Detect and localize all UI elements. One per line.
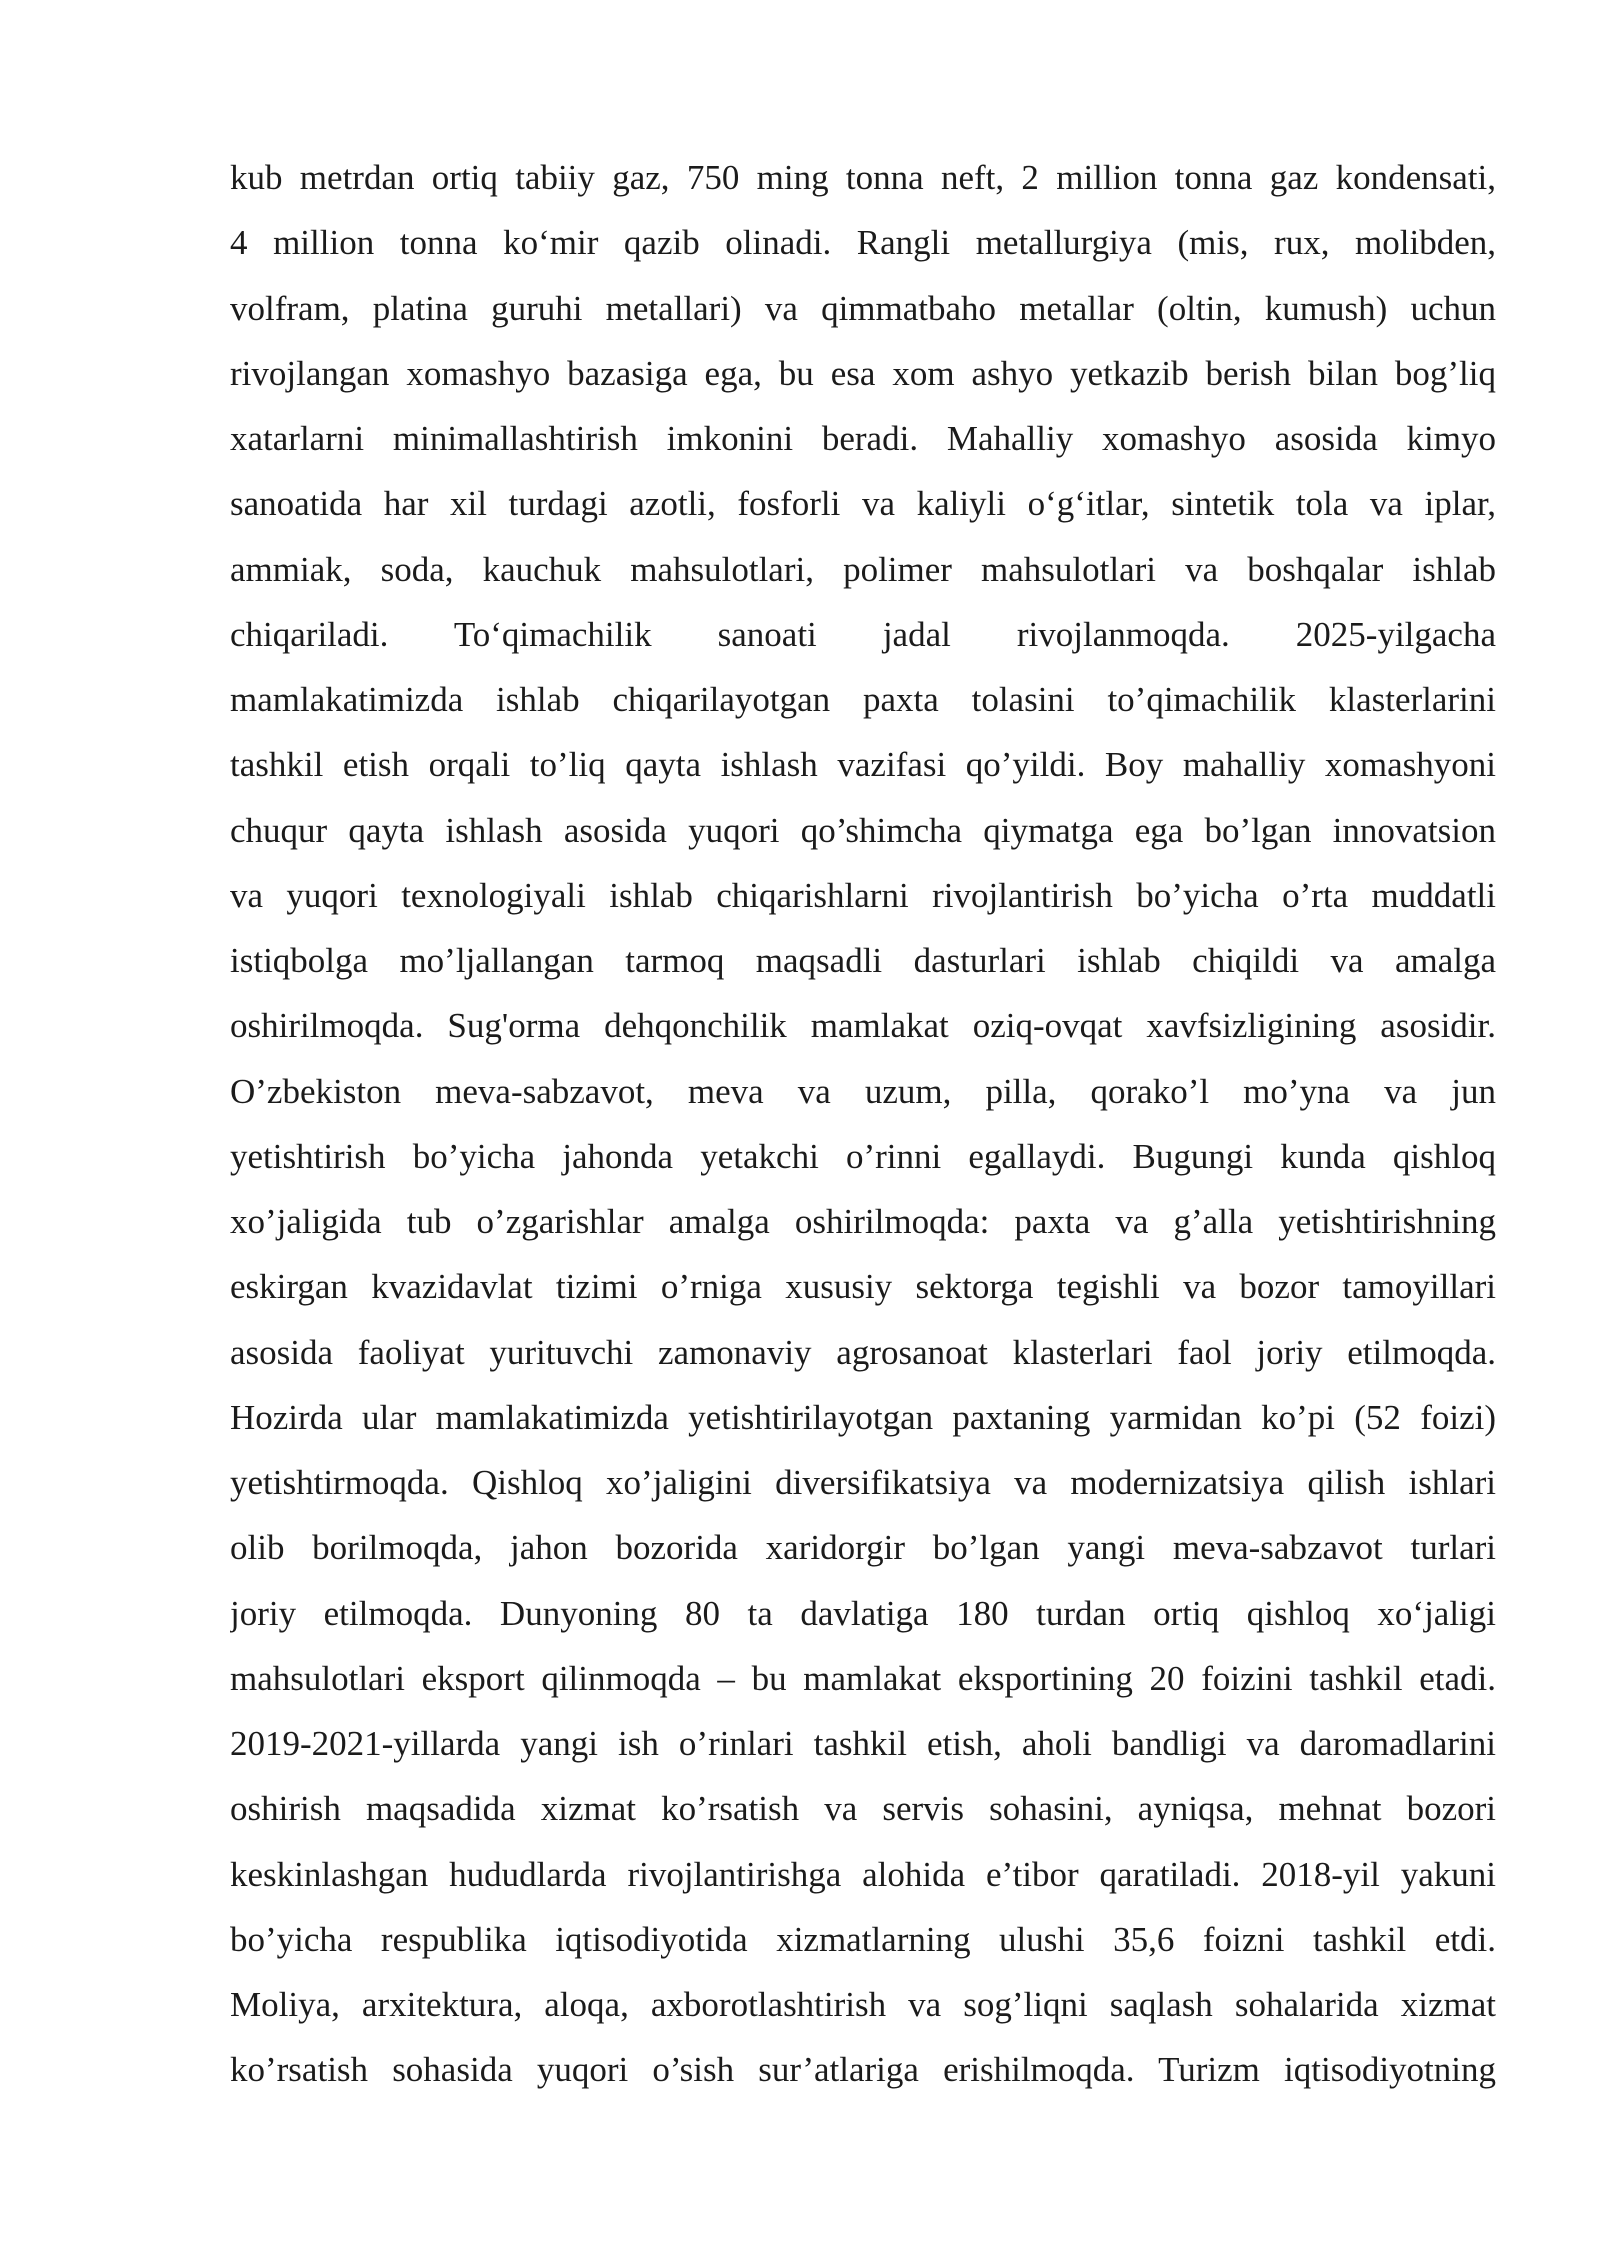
text-line-11: chuqur qayta ishlash asosida yuqori qo’shimcha qiymatga ega bo’lgan innovatsion <box>230 810 1496 850</box>
text-line-27: keskinlashgan hududlarda rivojlantirishga alohida e’tibor qaratiladi. 2018-yil yakuni <box>230 1854 1496 1894</box>
text-line-5: xatarlarni minimallashtirish imkonini beradi. Mahalliy xomashyo asosida kimyo <box>230 419 1496 458</box>
text-line-2: 4 million tonna ko‘mir qazib olinadi. Rangli metallurgiya (mis, rux, molibden, <box>230 223 1496 263</box>
text-line-25: 2019-2021-yillarda yangi ish o’rinlari tashkil etish, aholi bandligi va daromadlarini <box>230 1724 1496 1763</box>
text-line-3: volfram, platina guruhi metallari) va qimmatbaho metallar (oltin, kumush) uchun <box>230 288 1496 328</box>
text-line-7: ammiak, soda, kauchuk mahsulotlari, polimer mahsulotlari va boshqalar ishlab <box>230 549 1496 589</box>
body-text <box>230 145 1496 2103</box>
text-line-30: ko’rsatish sohasida yuqori o’sish sur’atlariga erishilmoqda. Turizm iqtisodiyotning <box>230 2050 1496 2090</box>
text-line-22: olib borilmoqda, jahon bozorida xaridorgir bo’lgan yangi meva-sabzavot turlari <box>230 1528 1496 1568</box>
text-line-10: tashkil etish orqali to’liq qayta ishlash vazifasi qo’yildi. Boy mahalliy xomashyoni <box>230 745 1496 785</box>
text-line-28: bo’yicha respublika iqtisodiyotida xizmatlarning ulushi 35,6 foizni tashkil etdi. <box>230 1919 1496 1959</box>
text-line-8: chiqariladi. To‘qimachilik sanoati jadal rivojlanmoqda. 2025-yilgacha <box>230 614 1496 654</box>
text-line-17: xo’jaligida tub o’zgarishlar amalga oshirilmoqda: paxta va g’alla yetishtirishning <box>230 1202 1496 1241</box>
text-line-16: yetishtirish bo’yicha jahonda yetakchi o’rinni egallaydi. Bugungi kunda qishloq <box>230 1136 1496 1176</box>
text-line-9: mamlakatimizda ishlab chiqarilayotgan paxta tolasini to’qimachilik klasterlarini <box>230 680 1496 719</box>
text-line-12: va yuqori texnologiyali ishlab chiqarishlarni rivojlantirish bo’yicha o’rta muddatli <box>230 875 1496 915</box>
text-line-15: O’zbekiston meva-sabzavot, meva va uzum, pilla, qorako’l mo’yna va jun <box>230 1071 1496 1111</box>
text-line-4: rivojlangan xomashyo bazasiga ega, bu esa xom ashyo yetkazib berish bilan bog’liq <box>230 353 1496 393</box>
text-line-24: mahsulotlari eksport qilinmoqda – bu mamlakat eksportining 20 foizini tashkil etadi. <box>230 1658 1496 1698</box>
text-line-6: sanoatida har xil turdagi azotli, fosforli va kaliyli o‘g‘itlar, sintetik tola va iplar, <box>230 484 1496 524</box>
text-line-20: Hozirda ular mamlakatimizda yetishtirilayotgan paxtaning yarmidan ko’pi (52 foizi) <box>230 1397 1496 1437</box>
text-line-1: kub metrdan ortiq tabiiy gaz, 750 ming tonna neft, 2 million tonna gaz kondensati, <box>230 158 1496 197</box>
text-line-13: istiqbolga mo’ljallangan tarmoq maqsadli dasturlari ishlab chiqildi va amalga <box>230 941 1496 980</box>
text-line-26: oshirish maqsadida xizmat ko’rsatish va servis sohasini, ayniqsa, mehnat bozori <box>230 1789 1496 1829</box>
text-line-29: Moliya, arxitektura, aloqa, axborotlashtirish va sog’liqni saqlash sohalarida xizmat <box>230 1985 1496 2024</box>
text-line-19: asosida faoliyat yurituvchi zamonaviy agrosanoat klasterlari faol joriy etilmoqda. <box>230 1332 1496 1372</box>
text-line-18: eskirgan kvazidavlat tizimi o’rniga xususiy sektorga tegishli va bozor tamoyillari <box>230 1267 1496 1307</box>
text-line-21: yetishtirmoqda. Qishloq xo’jaligini diversifikatsiya va modernizatsiya qilish ishlari <box>230 1463 1496 1502</box>
text-line-14: oshirilmoqda. Sug'orma dehqonchilik mamlakat oziq-ovqat xavfsizligining asosidir. <box>230 1006 1496 1046</box>
text-line-23: joriy etilmoqda. Dunyoning 80 ta davlatiga 180 turdan ortiq qishloq xo‘jaligi <box>230 1593 1496 1633</box>
